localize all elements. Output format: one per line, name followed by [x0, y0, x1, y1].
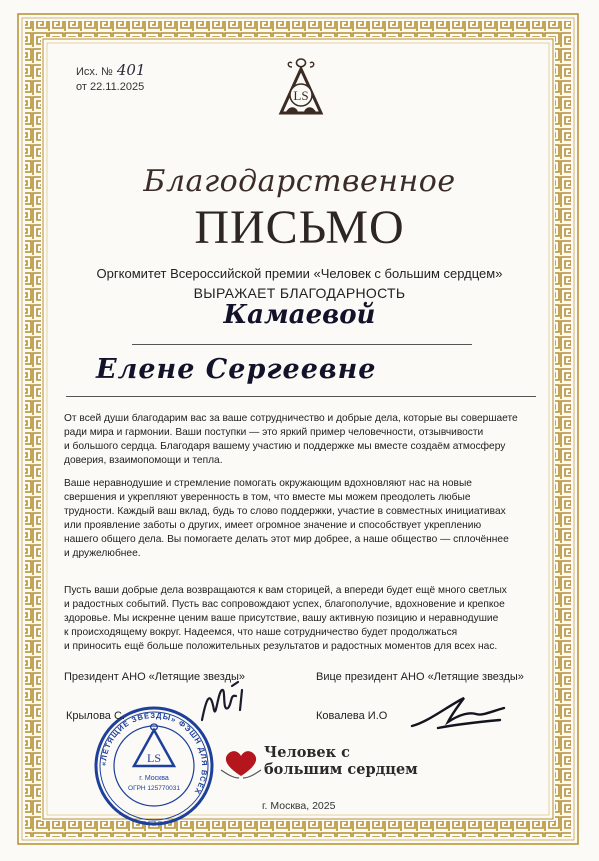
logo-initials: LS	[293, 88, 309, 103]
left-signature-icon	[192, 680, 252, 730]
brand-line-2: большим сердцем	[264, 761, 418, 778]
stamp-ogrn: ОГРН 125770031	[128, 785, 180, 792]
surname-underline	[132, 344, 472, 345]
signer-left-name: Крылова С.	[66, 710, 125, 722]
outgoing-reference	[76, 63, 145, 95]
paragraph-3: Пусть ваши добрые дела возвращаются к вам сторицей, а впереди будет ещё много светлых и радостных событий. Пусть вас сопровождают успех, благополучие, вдохновение и крепкое здоровье. Мы искренне ценим ваше присутствие, вашу активную позицию и неравнодушие к происходящему вокруг. Надеемся, что наше сотрудничество будет продолжаться и приносить ещё больше положительных результатов и радостных моментов для всех нас.	[64, 585, 507, 653]
signer-left-title: Президент АНО «Летящие звезды»	[64, 671, 246, 683]
right-signature-icon	[408, 692, 508, 736]
title-script-line: Благодарственное	[143, 164, 456, 199]
signer-right-title: Вице президент АНО «Летящие звезды»	[316, 671, 524, 683]
reference-number-value: 401	[116, 61, 146, 79]
reference-date: от 22.11.2025	[76, 81, 145, 93]
stamp-city: г. Москва	[139, 775, 169, 782]
svg-text:LS: LS	[146, 751, 162, 765]
recipient-name: Елене Сергеевне	[96, 354, 377, 385]
paragraph-2: Ваше неравнодушие и стремление помогать окружающим вдохновляют нас на новые свершения и укрепляют уверенность в том, что вместе мы можем преодолеть любые трудности. Каждый ваш вклад, будь то слово поддержки, участие в совместных инициативах или проявление заботы о других, имеет огромное значение и способствует укреплению нашего общего дела. Вы помогаете делать этот мир добрее, а наше общество — сплочённее и дружелюбнее.	[64, 478, 509, 560]
city-year: г. Москва, 2025	[262, 800, 336, 812]
title-main-line: ПИСЬМО	[194, 201, 405, 254]
thanks-line: ВЫРАЖАЕТ БЛАГОДАРНОСТЬ	[193, 285, 406, 301]
brand-name	[264, 744, 418, 778]
name-underline	[66, 396, 536, 397]
reference-number-label: Исх. №	[76, 66, 113, 78]
stamp-ring-text: «ЛЕТЯЩИЕ ЗВЕЗДЫ» ФЭШН ДЛЯ ВСЕХ	[98, 710, 210, 797]
brand-line-1: Человек с	[264, 744, 351, 761]
signer-right-name: Ковалева И.О	[316, 710, 388, 722]
heart-in-hands-icon	[219, 744, 263, 782]
recipient-surname: Камаевой	[223, 300, 376, 330]
ls-logo-icon	[276, 55, 326, 127]
paragraph-1: От всей души благодарим вас за ваше сотрудничество и добрые дела, которые вы совершаете ради мира и гармонии. Ваши поступки — это яркий пример человечности, отзывчивости и большого сердца. Благодаря вашему участию и поддержке мы вместе создаём атмосферу доверия, взаимопомощи и тепла.	[64, 413, 518, 467]
organizer-line: Оргкомитет Всероссийской премии «Человек с большим сердцем»	[96, 266, 503, 281]
